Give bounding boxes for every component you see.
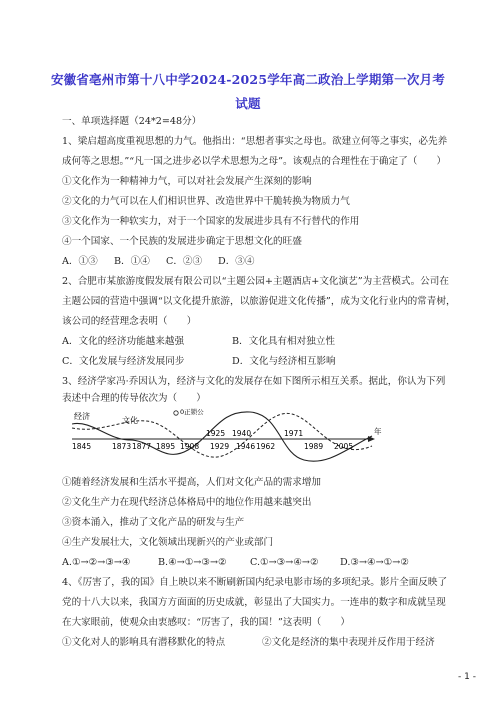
page-number: - 1 - (458, 672, 476, 682)
year-label: 1873 (112, 442, 132, 451)
year-label: 1895 (156, 442, 176, 451)
section-heading: 一、单项选择题（24*2=48分） (62, 116, 202, 127)
q3-stem-line1: 3、经济学家冯·乔因认为，经济与文化的发展存在如下图所示相互关系。据此，你认为下列 (62, 376, 446, 387)
year-label: 1929 (210, 442, 230, 451)
culture-label: 文化 (122, 416, 138, 425)
document-title-line1: 安徽省亳州市第十八中学2024-2025学年高二政治上学期第一次月考 (50, 72, 446, 87)
axis-year-label: 年 (374, 427, 382, 436)
q2-stem-line3: 该公司的经营理念表明（ ） (62, 316, 197, 327)
q2-option-a: A．文化的经济功能越来越强 (62, 336, 185, 347)
year-label: 1908 (180, 442, 200, 451)
year-label: 1845 (72, 442, 92, 451)
q3-answer-c: C.①→③→④→② (250, 557, 319, 568)
year-label: 2005 (334, 442, 354, 451)
q2-option-b: B．文化具有相对独立性 (232, 336, 335, 347)
q2-option-c: C．文化发展与经济发展同步 (62, 356, 185, 367)
year-label: 1962 (256, 442, 276, 451)
q3-option-2: ②文化生产力在现代经济总体格局中的地位作用越来越突出 (62, 497, 312, 508)
q1-answer-b: B．①④ (114, 256, 150, 267)
axis-arrow (368, 436, 375, 442)
economy-culture-diagram (72, 406, 382, 468)
q4-stem-line3: 在大家眼前，使观众由衷感叹：“厉害了，我的国！”这表明（ ） (62, 617, 351, 628)
q2-stem-line2: 主题公园的营造中强调“以文化提升旅游，以旅游促进文化传播”，成为文化行业内的常青树， (62, 296, 456, 307)
q4-option-2: ②文化是经济的集中表现并反作用于经济 (262, 637, 435, 648)
q1-answer-a: A．①③ (62, 256, 98, 267)
q3-stem-line2: 表述中合理的传导依次为（ ） (62, 393, 206, 404)
q4-stem-line2: 党的十八大以来，我国方方面面的历史成就，彰显出了大国实力。一连串的数字和成就呈现 (62, 597, 446, 608)
document-title-line2: 试题 (235, 96, 261, 111)
year-label: 1946 (236, 442, 256, 451)
q3-answer-b: B.④→①→③→② (158, 557, 227, 568)
marker-circle-icon (174, 411, 178, 415)
q1-option-3: ③文化作为一种软实力，对于一个国家的发展进步具有不行替代的作用 (62, 216, 360, 227)
q1-stem-line1: 1、梁启超高度重视思想的力气。他指出：“思想者事实之母也。欲建立何等之事实，必先养 (62, 136, 448, 147)
q3-option-3: ③资本涌入，推动了文化产品的研发与生产 (62, 517, 245, 528)
q1-answer-d: D．③④ (218, 256, 255, 267)
q1-stem-line2: 成何等之思想。”“凡一国之进步必以学术思想为之母”。该观点的合理性在于确定了（ ） (62, 156, 447, 167)
year-label: 1971 (284, 429, 304, 438)
q3-answer-d: D.③→④→①→② (340, 557, 409, 568)
q2-stem-line1: 2、合肥市某旅游度假发展有限公司以“主题公园+主题酒店+文化演艺”为主营模式。公司在 (62, 276, 449, 287)
q3-answer-a: A.①→②→③→④ (62, 557, 131, 568)
q1-option-4: ④一个国家、一个民族的发展进步确定于思想文化的旺盛 (62, 236, 302, 247)
q1-option-2: ②文化的力气可以在人们相识世界、改造世界中干脆转换为物质力气 (62, 196, 350, 207)
positive-label: 0正锁公 (180, 408, 204, 416)
q1-answer-c: C．②③ (166, 256, 203, 267)
q1-option-1: ①文化作为一种精神力气，可以对社会发展产生深刻的影响 (62, 176, 312, 187)
q2-option-d: D．文化与经济相互影响 (232, 356, 336, 367)
year-label: 1925 (206, 429, 226, 438)
year-label: 1940 (232, 429, 252, 438)
year-label: 1877 (132, 442, 152, 451)
q3-option-4: ④生产发展壮大，文化领域出现新兴的产业或部门 (62, 537, 274, 548)
q4-stem-line1: 4、《厉害了，我的国》自上映以来不断刷新国内纪录电影市场的多项纪录。影片全面反映了 (62, 577, 448, 588)
year-label: 1989 (304, 442, 324, 451)
economy-label: 经济 (74, 412, 90, 421)
q4-option-1: ①文化对人的影响具有潜移默化的特点 (62, 637, 226, 648)
q3-option-1: ①随着经济发展和生活水平提高，人们对文化产品的需求增加 (62, 477, 322, 488)
